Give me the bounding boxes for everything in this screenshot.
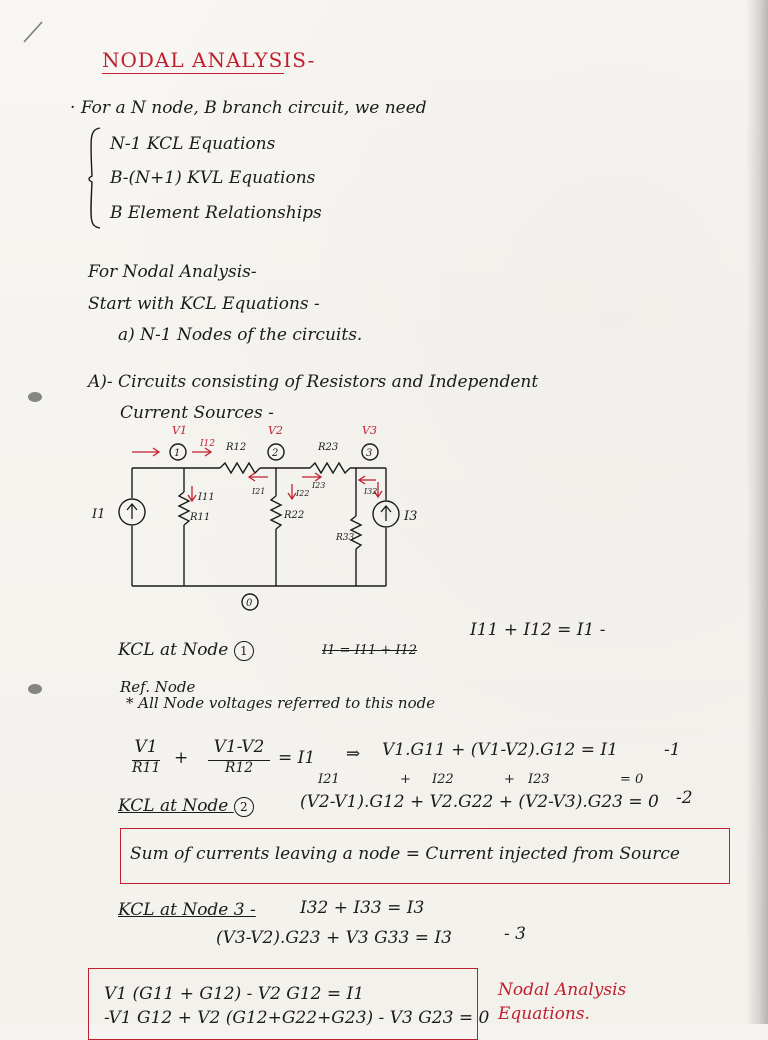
intro-item-2: B-(N+1) KVL Equations — [110, 168, 316, 188]
intro-text: For a N node, B branch circuit, we need — [80, 98, 427, 118]
kcl2-row — [118, 796, 254, 817]
circuit-diagram — [80, 420, 480, 616]
kcl1-row — [118, 640, 254, 661]
kcl2-label: KCL at Node — [118, 796, 229, 816]
label-r11: R11 — [190, 512, 211, 523]
label-node-1: 1 — [174, 448, 181, 459]
summary-label-2: Equations. — [498, 1004, 590, 1024]
nodal-heading: For Nodal Analysis- — [88, 262, 257, 282]
section-a-heading: A)- Circuits consisting of Resistors and Independent — [88, 372, 539, 392]
eq1-tag: -1 — [664, 740, 681, 760]
intro-line — [70, 98, 427, 118]
label-i1: I1 — [92, 507, 106, 522]
eq1-frac2-num: V1-V2 — [213, 737, 265, 757]
kcl3-label: KCL at Node 3 - — [118, 900, 256, 920]
label-v1: V1 — [172, 424, 187, 437]
label-ref-node: 0 — [246, 598, 253, 609]
label-node-2: 2 — [272, 448, 279, 459]
label-node-3: 3 — [366, 448, 373, 459]
label-r12: R12 — [226, 442, 247, 453]
kcl1-equation: I11 + I12 = I1 - — [470, 620, 606, 640]
label-v2: V2 — [268, 424, 283, 437]
nodal-step-a: a) N-1 Nodes of the circuits. — [118, 325, 363, 345]
brace — [84, 126, 104, 230]
summary-eq1: V1 (G11 + G12) - V2 G12 = I1 — [104, 984, 365, 1004]
bullet-dot: · — [70, 98, 76, 118]
kcl3-tag: - 3 — [504, 924, 526, 944]
kcl1-struck-eq: I1 = I11 + I12 — [322, 643, 418, 658]
kcl1-node-circle: 1 — [234, 641, 254, 661]
summary-eq2: -V1 G12 + V2 (G12+G22+G23) - V3 G23 = 0 — [104, 1008, 490, 1028]
title-underline — [102, 73, 284, 74]
label-i11: I11 — [198, 492, 215, 503]
kcl2-plus-1: + — [400, 772, 411, 787]
punch-hole — [28, 392, 42, 402]
eq1-rhs: = I1 — [278, 748, 316, 768]
punch-hole — [28, 684, 42, 694]
eq1-arrow: ⇒ — [346, 744, 361, 764]
eq1-plus: + — [174, 748, 189, 768]
label-i21: I21 — [252, 487, 266, 496]
intro-item-3: B Element Relationships — [110, 203, 322, 223]
eq1-result: V1.G11 + (V1-V2).G12 = I1 — [382, 740, 618, 760]
kcl2-zero: = 0 — [620, 772, 644, 787]
page-binding-shadow — [746, 0, 768, 1024]
summary-box — [88, 968, 478, 1040]
label-i22: I22 — [296, 489, 310, 498]
kcl1-label: KCL at Node — [118, 640, 229, 660]
kcl2-term-i23: I23 — [528, 772, 550, 787]
label-i23: I23 — [312, 481, 326, 490]
rule-text: Sum of currents leaving a node = Current injected from Source — [130, 844, 680, 864]
eq1-frac2-den: R12 — [224, 760, 254, 776]
kcl2-node-circle: 2 — [234, 797, 254, 817]
kcl3-eq2: (V3-V2).G23 + V3 G33 = I3 — [216, 928, 452, 948]
label-r33: R33 — [336, 533, 355, 543]
summary-label-1: Nodal Analysis — [498, 980, 627, 1000]
nodal-start: Start with KCL Equations - — [88, 294, 320, 314]
kcl2-plus-2: + — [504, 772, 515, 787]
kcl2-tag: -2 — [676, 788, 693, 808]
section-a-subheading: Current Sources - — [120, 403, 274, 423]
label-i12: I12 — [200, 439, 216, 449]
page-title: NODAL ANALYSIS- — [102, 48, 316, 72]
eq1-frac1-den: R11 — [132, 760, 161, 776]
kcl2-equation: (V2-V1).G12 + V2.G22 + (V2-V3).G23 = 0 — [300, 792, 659, 812]
label-v3: V3 — [362, 424, 377, 437]
label-i32: I32 — [364, 487, 378, 496]
ref-node-label: Ref. Node — [120, 678, 196, 696]
pencil-mark — [18, 18, 48, 48]
eq1-frac1-num: V1 — [134, 737, 158, 757]
label-r23: R23 — [318, 442, 339, 453]
kcl2-term-i22: I22 — [432, 772, 454, 787]
intro-item-1: N-1 KCL Equations — [110, 134, 276, 154]
label-i3: I3 — [404, 509, 418, 524]
ref-node-note: * All Node voltages referred to this node — [126, 694, 436, 712]
kcl3-eq1: I32 + I33 = I3 — [300, 898, 425, 918]
kcl2-term-i21: I21 — [318, 772, 340, 787]
label-r22: R22 — [284, 510, 305, 521]
